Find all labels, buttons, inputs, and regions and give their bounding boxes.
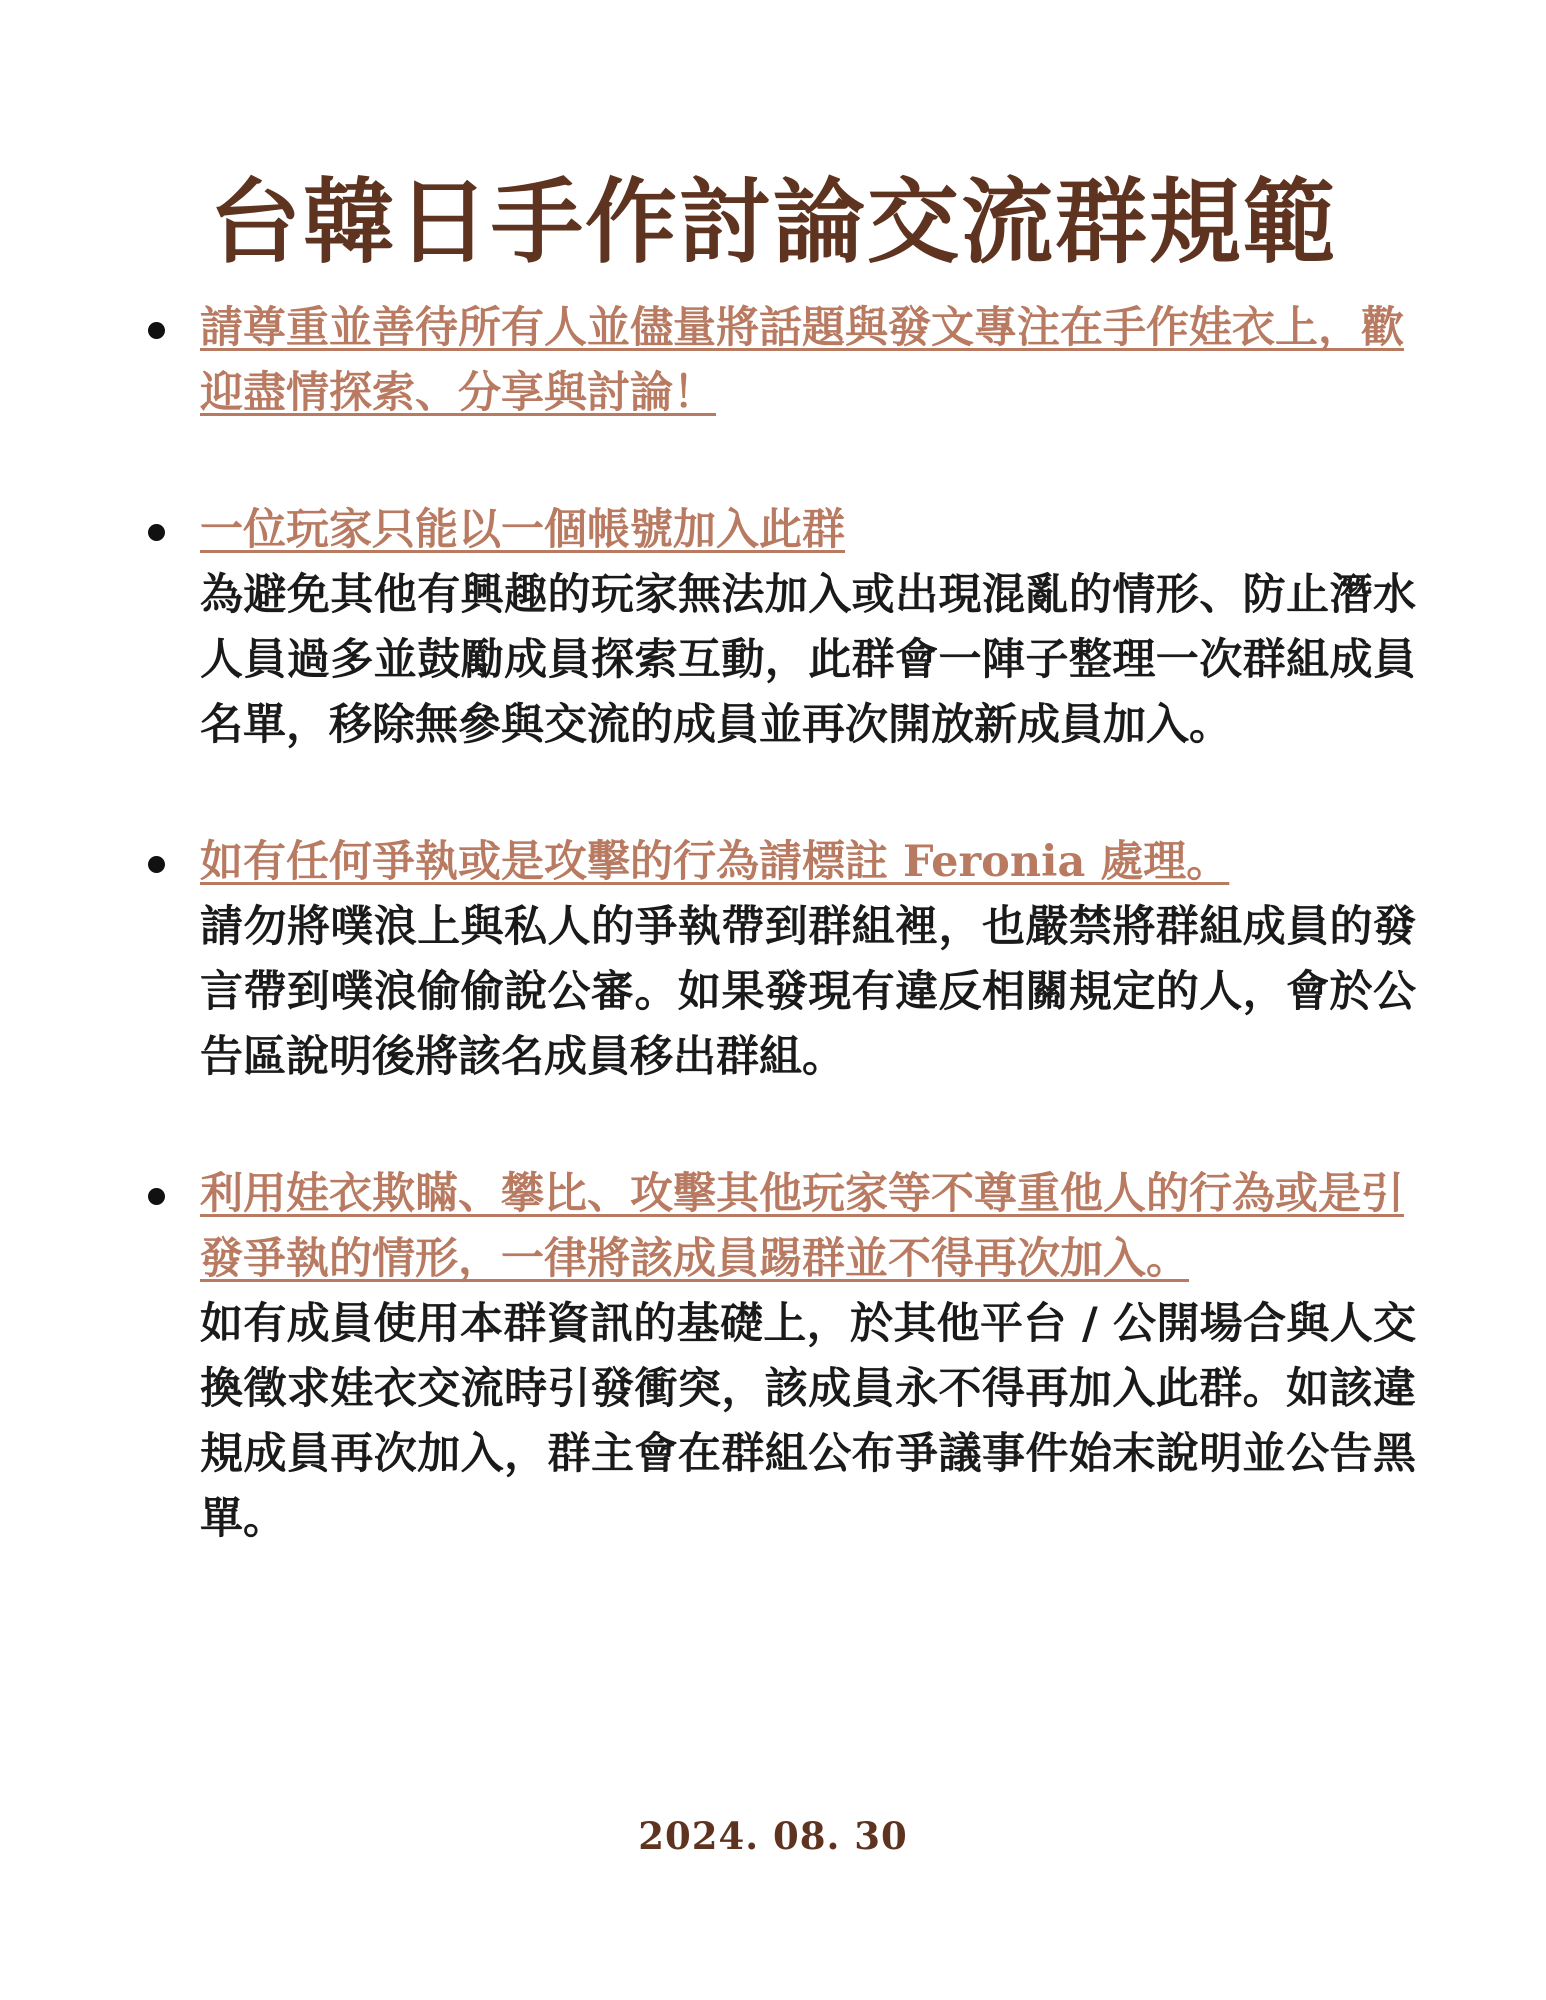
rule-item	[200, 498, 1416, 758]
rule-item	[200, 296, 1416, 426]
rule-heading-link[interactable]: 如有任何爭執或是攻擊的行為請標註 Feronia 處理。	[200, 837, 1230, 887]
rule-body-text: 如有成員使用本群資訊的基礎上，於其他平台 / 公開場合與人交換徵求娃衣交流時引發衝突，該成員永不得再加入此群。如該違規成員再次加入，群主會在群組公布爭議事件始末說明並公告黑單。	[200, 1299, 1416, 1544]
bullet-icon	[148, 322, 165, 339]
rule-body-text: 請勿將噗浪上與私人的爭執帶到群組裡，也嚴禁將群組成員的發言帶到噗浪偷偷說公審。如果發現有違反相關規定的人，會於公告區說明後將該名成員移出群組。	[200, 902, 1416, 1082]
bullet-icon	[148, 1188, 165, 1205]
bullet-icon	[148, 856, 165, 873]
rule-heading-link[interactable]: 一位玩家只能以一個帳號加入此群	[200, 505, 845, 555]
rule-heading-link[interactable]: 請尊重並善待所有人並儘量將話題與發文專注在手作娃衣上，歡迎盡情探索、分享與討論！	[200, 303, 1404, 418]
rule-item	[200, 1162, 1416, 1552]
rule-item	[200, 830, 1416, 1090]
rule-body-text: 為避免其他有興趣的玩家無法加入或出現混亂的情形、防止潛水人員過多並鼓勵成員探索互動，此群會一陣子整理一次群組成員名單，移除無參與交流的成員並再次開放新成員加入。	[200, 570, 1416, 750]
publish-date: 2024. 08. 30	[638, 1814, 908, 1858]
rules-list	[200, 296, 1416, 1624]
rule-heading-link[interactable]: 利用娃衣欺瞞、攀比、攻擊其他玩家等不尊重他人的行為或是引發爭執的情形，一律將該成員踢群並不得再次加入。	[200, 1169, 1404, 1284]
page-title: 台韓日手作討論交流群規範	[208, 167, 1337, 276]
bullet-icon	[148, 524, 165, 541]
